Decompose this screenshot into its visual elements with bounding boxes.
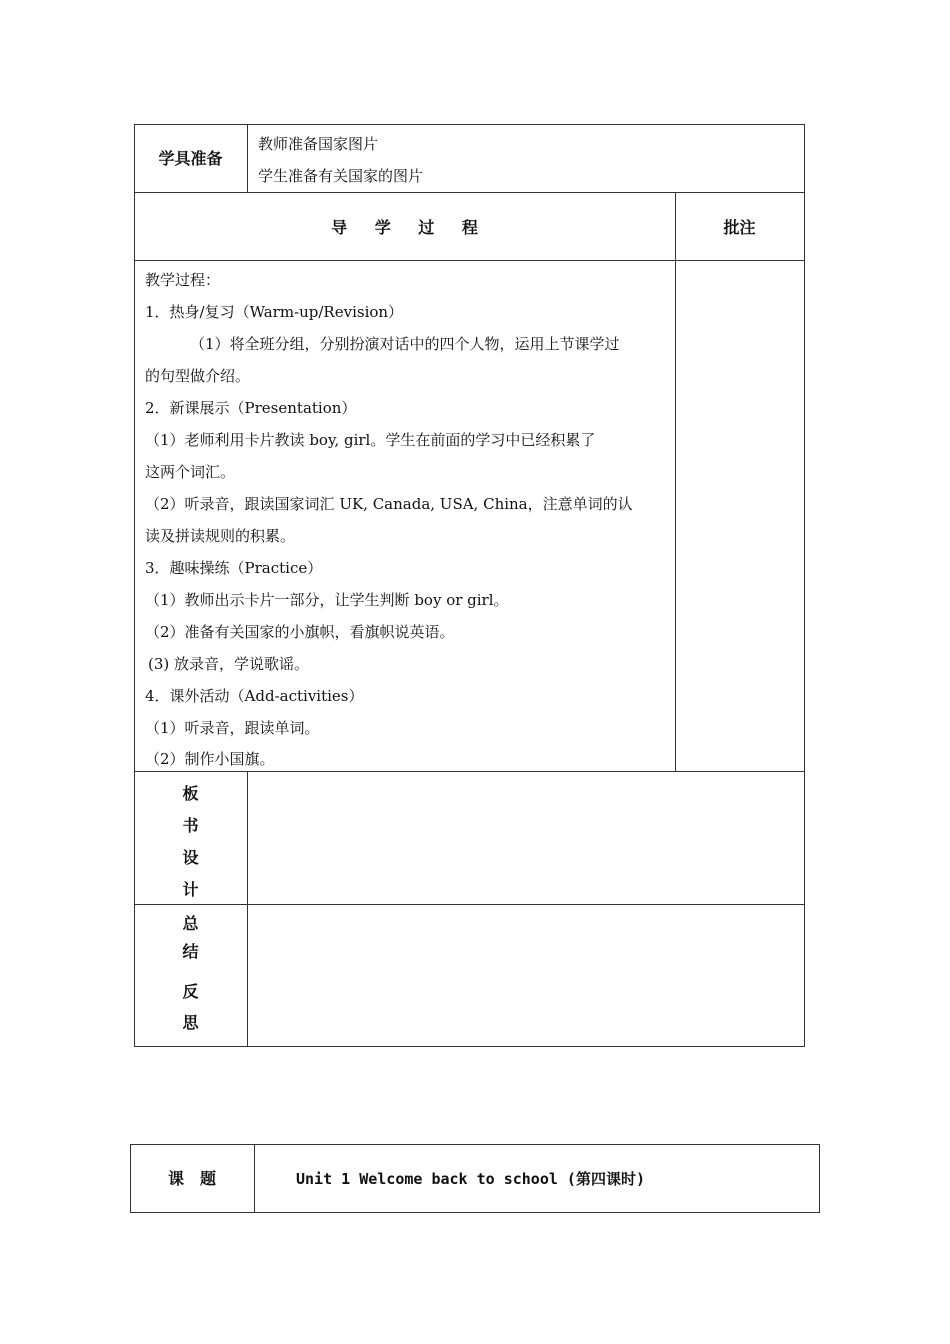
process-line: 读及拼读规则的积累。	[145, 527, 296, 545]
table-rule	[134, 771, 805, 772]
process-line: 3．趣味操练（Practice）	[145, 559, 323, 577]
table-rule	[247, 124, 248, 193]
table-border-top	[130, 1144, 820, 1145]
prep-line-1: 教师准备国家图片	[258, 135, 379, 153]
table-border-top	[134, 124, 805, 125]
table-rule	[134, 260, 805, 261]
process-line: 4．课外活动（Add-activities）	[145, 687, 364, 705]
process-header: 导 学 过 程	[331, 218, 478, 237]
process-line: （1）听录音，跟读单词。	[145, 719, 320, 737]
process-line: （1）老师利用卡片教读 boy, girl。学生在前面的学习中已经积累了	[145, 431, 596, 449]
summary-label-char: 总	[182, 914, 199, 933]
prep-line-2: 学生准备有关国家的图片	[258, 167, 424, 185]
table-border-bottom	[130, 1212, 820, 1213]
process-line: （2）准备有关国家的小旗帜，看旗帜说英语。	[145, 623, 455, 641]
process-line: (3) 放录音，学说歌谣。	[148, 655, 310, 673]
table-rule	[675, 192, 676, 772]
summary-label-char: 反	[182, 982, 199, 1001]
table-rule	[247, 771, 248, 1047]
topic-value: Unit 1 Welcome back to school (第四课时)	[296, 1170, 645, 1188]
table-rule	[134, 192, 805, 193]
process-line: （1）教师出示卡片一部分，让学生判断 boy or girl。	[145, 591, 509, 609]
process-line: 1．热身/复习（Warm-up/Revision）	[145, 303, 404, 321]
summary-label-char: 思	[182, 1013, 199, 1032]
notes-header: 批注	[723, 218, 756, 237]
summary-label-char: 结	[182, 942, 199, 961]
board-label-char: 设	[182, 848, 199, 867]
table-border-right	[804, 124, 805, 1047]
board-label-char: 计	[182, 880, 199, 899]
process-line: 2．新课展示（Presentation）	[145, 399, 357, 417]
table-rule	[134, 904, 805, 905]
prep-label: 学具准备	[158, 149, 223, 168]
table-rule	[254, 1144, 255, 1213]
table-border-right	[819, 1144, 820, 1213]
table-border-bottom	[134, 1046, 805, 1047]
board-label-char: 板	[182, 784, 199, 803]
process-line: 的句型做介绍。	[145, 367, 251, 385]
process-line: （1）将全班分组，分别扮演对话中的四个人物，运用上节课学过	[190, 335, 620, 353]
table-border-left	[134, 124, 135, 1047]
process-line: 这两个词汇。	[145, 463, 236, 481]
process-line: 教学过程：	[145, 271, 221, 289]
process-line: （2）听录音，跟读国家词汇 UK, Canada, USA, China，注意单词的认	[145, 495, 633, 513]
topic-label: 课 题	[167, 1169, 216, 1188]
process-line: （2）制作小国旗。	[145, 750, 275, 768]
board-label-char: 书	[182, 816, 199, 835]
